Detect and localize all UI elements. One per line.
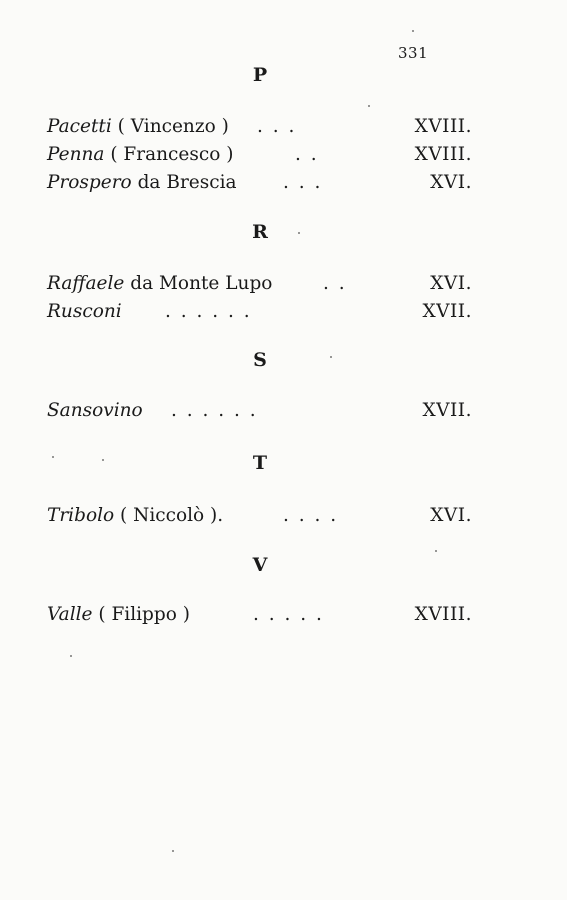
- artist-surname: Pacetti: [47, 116, 112, 137]
- artist-surname: Valle: [47, 604, 93, 625]
- artist-surname: Sansovino: [47, 400, 143, 421]
- section-letter: V: [252, 554, 268, 576]
- paper-speck: [298, 232, 300, 234]
- leader-dots: . . . . . .: [171, 400, 258, 421]
- index-entry: [47, 398, 472, 424]
- century-label: XVII.: [422, 400, 472, 421]
- paper-speck: [52, 456, 54, 458]
- century-label: XVI.: [430, 172, 472, 193]
- leader-dots: . .: [295, 144, 319, 165]
- leader-dots: . .: [323, 273, 347, 294]
- century-label: XVI.: [430, 273, 472, 294]
- century-label: XVIII.: [414, 144, 472, 165]
- paper-speck: [435, 550, 437, 552]
- paper-speck: [412, 30, 414, 32]
- index-entry: [47, 142, 472, 168]
- artist-surname: Prospero: [47, 172, 132, 193]
- leader-dots: . . . .: [283, 505, 339, 526]
- artist-surname: Raffaele: [47, 273, 125, 294]
- section-letter: S: [253, 349, 267, 371]
- leader-dots: . . .: [283, 172, 323, 193]
- century-label: XVIII.: [414, 604, 472, 625]
- leader-dots: . . .: [257, 116, 297, 137]
- artist-surname: Rusconi: [47, 301, 122, 322]
- paper-speck: [368, 105, 370, 107]
- leader-dots: . . . . .: [253, 604, 324, 625]
- century-label: XVI.: [430, 505, 472, 526]
- artist-given-name: ( Niccolò ).: [120, 505, 224, 526]
- index-entry: [47, 114, 472, 140]
- leader-dots: . . . . . .: [165, 301, 252, 322]
- artist-given-name: da Brescia: [137, 172, 237, 193]
- section-letter: P: [252, 64, 268, 86]
- index-entry: [47, 602, 472, 628]
- index-entry: [47, 271, 472, 297]
- page-number: 331: [398, 44, 429, 62]
- artist-surname: Tribolo: [47, 505, 115, 526]
- artist-given-name: ( Filippo ): [98, 604, 190, 625]
- section-letter: R: [252, 221, 268, 243]
- century-label: XVII.: [422, 301, 472, 322]
- index-entry: [47, 170, 472, 196]
- index-entry: [47, 503, 472, 529]
- index-entry: [47, 299, 472, 325]
- artist-surname: Penna: [47, 144, 105, 165]
- section-letter: T: [252, 452, 268, 474]
- paper-speck: [70, 655, 72, 657]
- artist-given-name: ( Vincenzo ): [117, 116, 229, 137]
- paper-speck: [330, 356, 332, 358]
- paper-speck: [172, 850, 174, 852]
- artist-given-name: da Monte Lupo: [130, 273, 273, 294]
- paper-speck: [102, 459, 104, 461]
- artist-given-name: ( Francesco ): [110, 144, 234, 165]
- century-label: XVIII.: [414, 116, 472, 137]
